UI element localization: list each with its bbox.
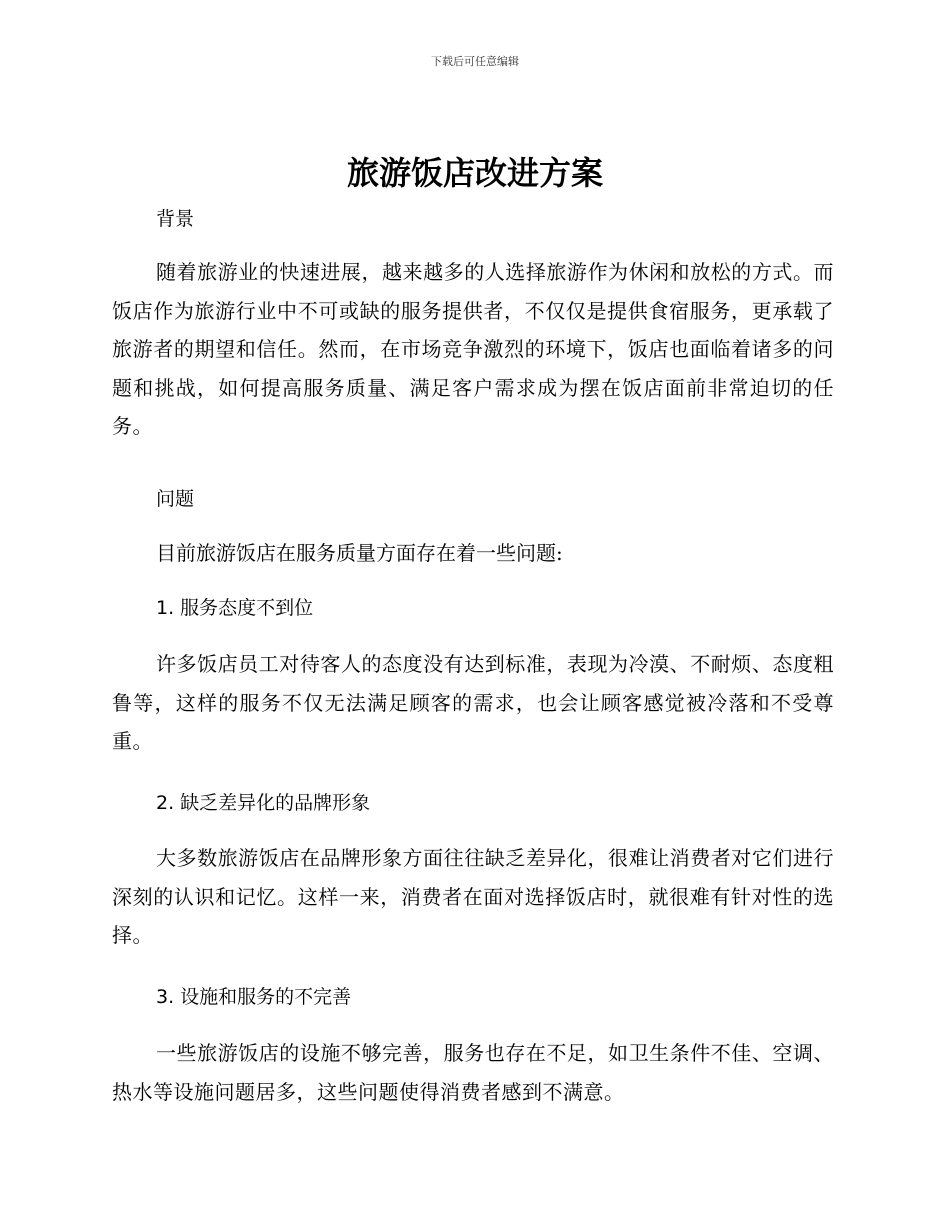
problem-paragraph-3: 一些旅游饭店的设施不够完善，服务也存在不足，如卫生条件不佳、空调、热水等设施问题居多，这些问题使得消费者感到不满意。 — [112, 1041, 834, 1104]
document-title: 旅游饭店改进方案 — [346, 154, 603, 192]
problem-heading-2: 2. 缺乏差异化的品牌形象 — [156, 792, 371, 814]
problem-paragraph-2: 大多数旅游饭店在品牌形象方面往往缺乏差异化，很难让消费者对它们进行深刻的认识和记忆。这样一来，消费者在面对选择饭店时，就很难有针对性的选择。 — [112, 846, 834, 947]
section-heading-background: 背景 — [156, 208, 195, 230]
problem-heading-3: 3. 设施和服务的不完善 — [156, 986, 352, 1008]
background-paragraph: 随着旅游业的快速进展，越来越多的人选择旅游作为休闲和放松的方式。而饭店作为旅游行业中不可或缺的服务提供者，不仅仅是提供食宿服务，更承载了旅游者的期望和信任。然而，在市场竞争激烈的环境下，饭店也面临着诸多的问题和挑战，如何提高服务质量、满足客户需求成为摆在饭店面前非常迫切的任务。 — [112, 260, 834, 438]
problem-paragraph-1: 许多饭店员工对待客人的态度没有达到标准，表现为冷漠、不耐烦、态度粗鲁等，这样的服务不仅无法满足顾客的需求，也会让顾客感觉被冷落和不受尊重。 — [112, 652, 834, 753]
problem-heading-1: 1. 服务态度不到位 — [156, 597, 314, 619]
problems-intro: 目前旅游饭店在服务质量方面存在着一些问题: — [156, 541, 563, 565]
section-heading-problems: 问题 — [156, 488, 195, 510]
header-note: 下载后可任意编辑 — [431, 55, 519, 68]
